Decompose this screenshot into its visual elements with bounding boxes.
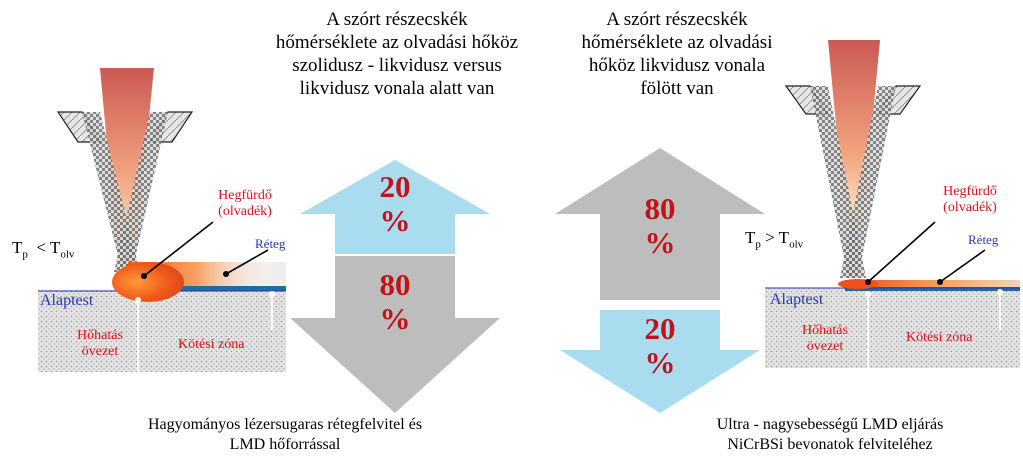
left-arrow-up-unit: %: [379, 203, 411, 238]
left-haz-line-1: Hőhatás: [77, 328, 123, 343]
left-layer-pointer-dot: [223, 271, 229, 277]
right-caption-line-3: hőköz likvidusz vonala: [588, 55, 766, 76]
left-caption-line-1: A szórt részecskék: [326, 9, 468, 30]
right-bond-marker-dot: [997, 289, 1003, 295]
right-substrate-label: Alaptest: [770, 291, 824, 308]
right-bond-zone-label: Kötési zóna: [906, 330, 973, 345]
right-arrow-up-percent: [620, 192, 700, 260]
left-tp-symbol: T: [12, 238, 23, 257]
right-haz-label: [790, 323, 860, 355]
right-haz-marker-dot: [865, 291, 871, 297]
left-tp-sub: p: [22, 248, 28, 261]
left-bond-marker-dot: [269, 291, 275, 297]
right-layer-pointer: [940, 250, 985, 282]
left-arrow-down-value: 80: [379, 267, 411, 302]
left-melt-pool: [112, 262, 184, 302]
left-process-graphic: [38, 68, 286, 372]
right-arrow-down-value: 20: [644, 311, 676, 346]
right-caption-line-4: fölött van: [640, 78, 714, 99]
left-caption-line-3: szolidusz - likvidusz versus: [292, 55, 502, 76]
right-arrow-down-percent: [620, 312, 700, 380]
left-bond-zone-label: Kötési zóna: [178, 337, 245, 352]
right-tp-symbol: T: [745, 228, 756, 247]
right-melt-pool: [838, 279, 878, 289]
left-weld-pool-line-1: Hegfürdő: [218, 188, 272, 203]
left-arrow-down-unit: %: [379, 301, 411, 336]
left-haz-line-2: övezet: [81, 344, 119, 359]
right-weld-pointer-dot: [865, 279, 871, 285]
left-substrate-label: Alaptest: [40, 292, 94, 309]
left-haz-label: [70, 328, 130, 360]
left-caption-line-2: hőmérséklete az olvadási hőköz: [275, 32, 519, 53]
left-footer-line-1: Hagyományos lézersugaras rétegfelvitel és: [147, 416, 423, 433]
left-caption: [232, 8, 562, 100]
left-tp-relation: < T: [36, 238, 61, 257]
right-tolv-sub: olv: [789, 238, 804, 251]
left-weld-pool-label: [200, 188, 290, 220]
right-weld-pool-label: [925, 184, 1015, 216]
right-caption-line-2: hőmérséklete az olvadási: [581, 32, 773, 53]
left-caption-line-4: likvidusz vonala alatt van: [299, 78, 495, 99]
right-footer-line-1: Ultra - nagysebességű LMD eljárás: [716, 416, 944, 433]
left-haz-marker-dot: [135, 297, 141, 303]
left-tolv-sub: olv: [60, 248, 75, 261]
right-haz-line-2: övezet: [806, 339, 844, 354]
right-weld-pool-line-1: Hegfürdő: [943, 184, 997, 199]
right-arrow-down-unit: %: [644, 345, 676, 380]
left-footer-line-2: LMD hőforrással: [229, 436, 341, 453]
right-layer-label: Réteg: [968, 232, 999, 247]
left-arrow-up-percent: [355, 170, 435, 238]
right-caption: [522, 8, 832, 100]
left-weld-pool-line-2: (olvadék): [218, 204, 272, 219]
right-tp-sub: p: [755, 238, 761, 251]
right-footer-line-2: NiCrBSi bevonatok felviteléhez: [727, 436, 933, 453]
right-footer: [660, 415, 1000, 455]
right-temperature-relation: [745, 228, 803, 254]
right-weld-pool-line-2: (olvadék): [943, 200, 997, 215]
right-arrow-up-value: 80: [644, 191, 676, 226]
right-layer-pointer-dot: [937, 279, 943, 285]
right-haz-line-1: Hőhatás: [802, 323, 848, 338]
left-arrow-down-percent: [355, 268, 435, 336]
left-arrow-up-value: 20: [379, 169, 411, 204]
right-weld-pointer: [868, 222, 935, 282]
left-layer-label: Réteg: [255, 236, 286, 251]
left-temperature-relation: [12, 238, 74, 264]
right-tp-relation: > T: [765, 228, 790, 247]
left-footer: [90, 415, 480, 455]
left-weld-pointer-dot: [141, 273, 147, 279]
right-arrow-up-unit: %: [644, 225, 676, 260]
right-caption-line-1: A szórt részecskék: [606, 9, 748, 30]
